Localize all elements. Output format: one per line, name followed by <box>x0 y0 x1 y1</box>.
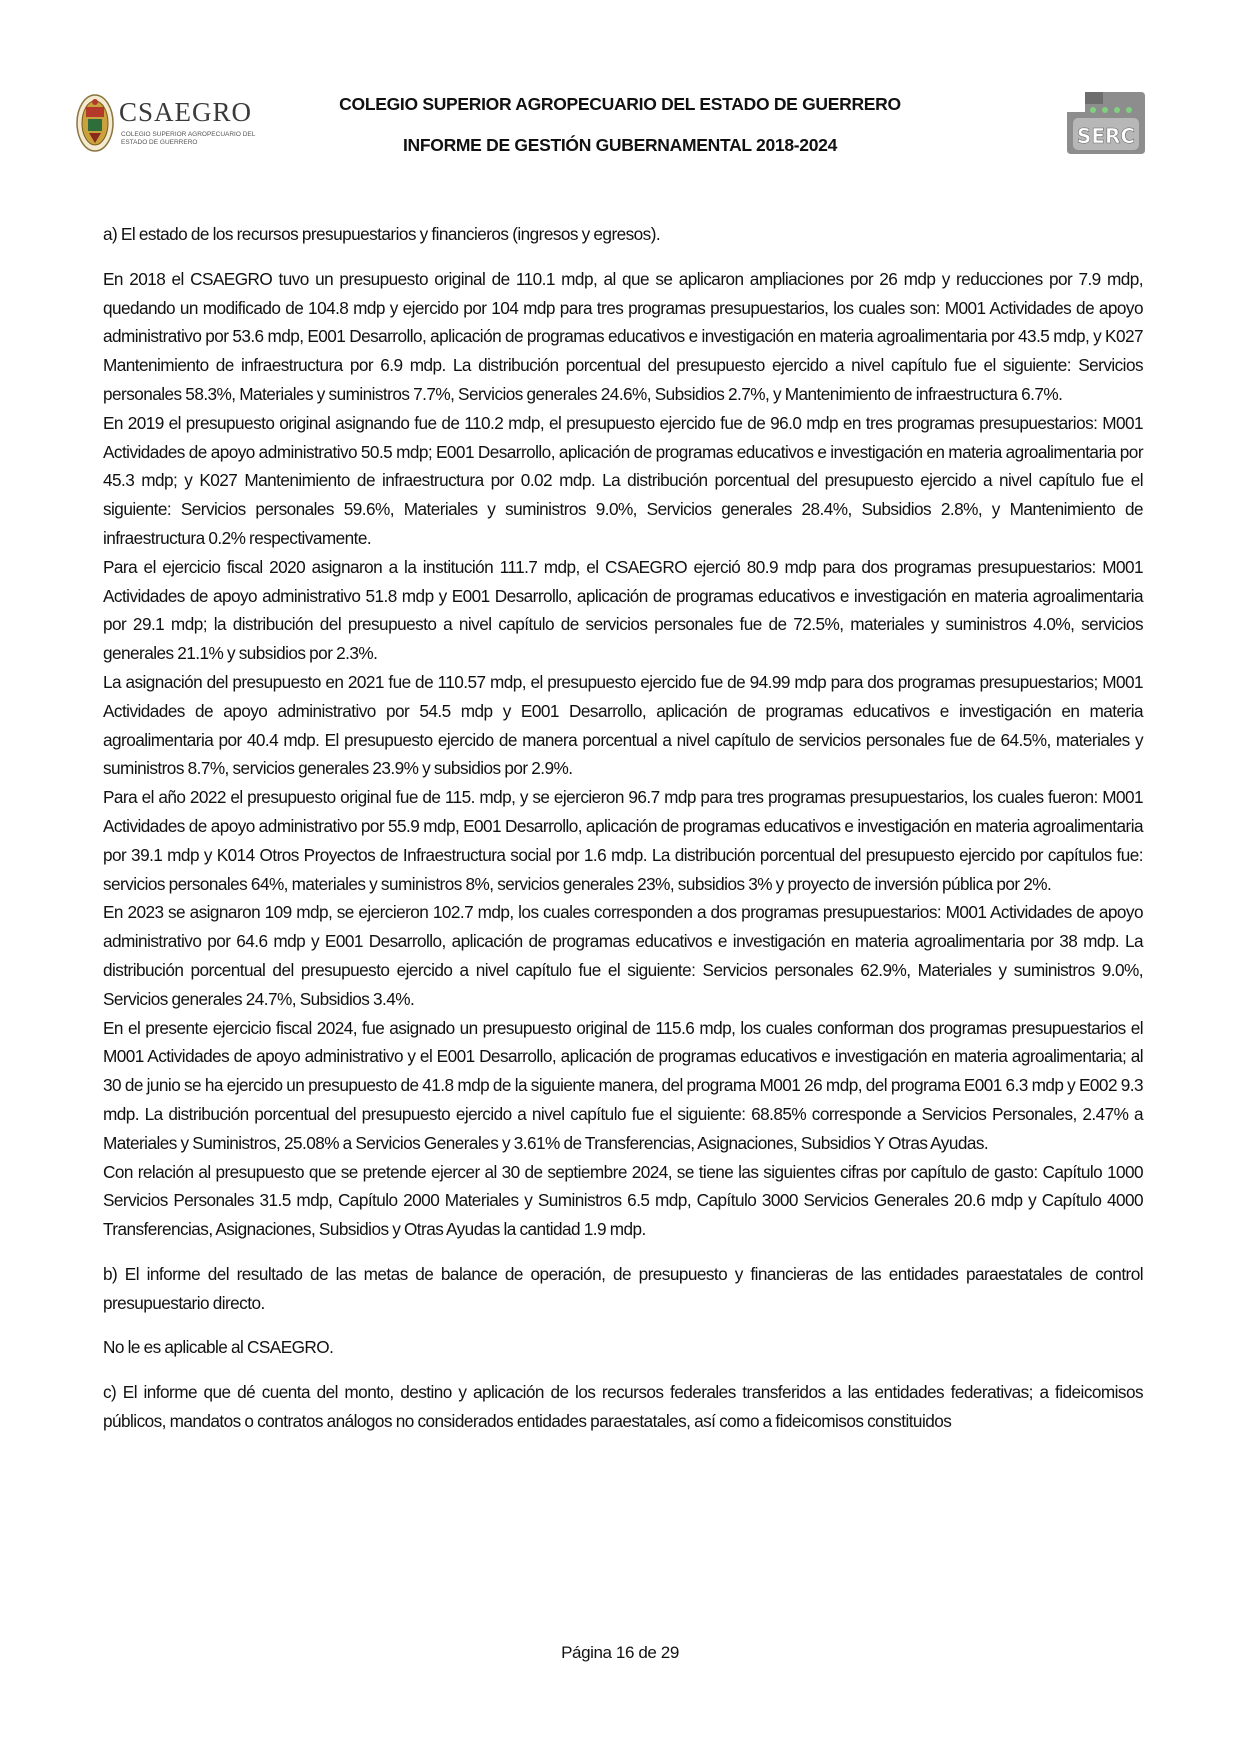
section-c-heading: c) El informe que dé cuenta del monto, destino y aplicación de los recursos federales transferidos a las entidades federativas; a fideicomisos públicos, mandatos o contratos análogos no considerados entidades paraestatales, así como a fideicomisos constituidos <box>103 1382 1143 1432</box>
serc-logo-icon <box>1063 88 1149 158</box>
section-b-heading: b) El informe del resultado de las metas de balance de operación, de presupuesto y financieras de las entidades paraestatales de control presupuestario directo. <box>103 1263 1143 1313</box>
page-number: Página 16 de 29 <box>561 1643 679 1662</box>
paragraph-2022: Para el año 2022 el presupuesto original fue de 115. mdp, y se ejercieron 96.7 mdp para tres programas presupuestarios, los cuales fueron: M001 Actividades de apoyo administrativo por 55.9 mdp, E001 Desarrollo, aplicación de programas educativos e investigación en materia agroalimentaria por 39.1 mdp y K014 Otros Proyectos de Infraestructura social por 1.6 mdp. La distribución porcentual del presupuesto ejercido por capítulos fue: servicios personales 64%, materiales y suministros 8%, servicios generales 23%, subsidios 3% y proyecto de inversión pública por 2%. <box>103 787 1143 894</box>
section-a-heading: a) El estado de los recursos presupuestarios y financieros (ingresos y egresos). <box>103 224 661 244</box>
paragraph-2023: En 2023 se asignaron 109 mdp, se ejercieron 102.7 mdp, los cuales corresponden a dos programas presupuestarios: M001 Actividades de apoyo administrativo por 64.6 mdp y E001 Desarrollo, aplicación de programas educativos e investigación en materia agroalimentaria por 38 mdp. La distribución porcentual del presupuesto ejercido a nivel capítulo fue el siguiente: Servicios personales 62.9%, Materiales y suministros 9.0%, Servicios generales 24.7%, Subsidios 3.4%. <box>103 902 1143 1009</box>
document-body <box>103 220 1143 1436</box>
paragraph-2019: En 2019 el presupuesto original asignando fue de 110.2 mdp, el presupuesto ejercido fue de 96.0 mdp en tres programas presupuestarios: M001 Actividades de apoyo administrativo 50.5 mdp; E001 Desarrollo, aplicación de programas educativos e investigación en materia agroalimentaria por 45.3 mdp; y K027 Mantenimiento de infraestructura por 0.02 mdp. La distribución porcentual del presupuesto ejercido a nivel capítulo fue el siguiente: Servicios personales 59.6%, Materiales y suministros 9.0%, Servicios generales 28.4%, Subsidios 2.8%, y Mantenimiento de infraestructura 0.2% respectivamente. <box>103 412 1143 548</box>
report-title: INFORME DE GESTIÓN GUBERNAMENTAL 2018-2024 <box>402 135 838 155</box>
crest-icon <box>75 93 115 153</box>
logo-wordmark: CSAEGRO <box>119 97 253 127</box>
paragraph-2021: La asignación del presupuesto en 2021 fue de 110.57 mdp, el presupuesto ejercido fue de 94.99 mdp para dos programas presupuestarios; M001 Actividades de apoyo administrativo por 54.5 mdp y E001 Desarrollo, aplicación de programas educativos e investigación en materia agroalimentaria por 40.4 mdp. El presupuesto ejercido de manera porcentual a nivel capítulo de servicios personales fue de 64.5%, materiales y suministros 8.7%, servicios generales 23.9% y subsidios por 2.9%. <box>103 671 1143 779</box>
section-b-text: No le es aplicable al CSAEGRO. <box>103 1337 334 1358</box>
serc-logo-text: SERC <box>1076 124 1136 148</box>
paragraph-projection-2024: Con relación al presupuesto que se pretende ejercer al 30 de septiembre 2024, se tiene las siguientes cifras por capítulo de gasto: Capítulo 1000 Servicios Personales 31.5 mdp, Capítulo 2000 Materiales y Suministros 6.5 mdp, Capítulo 3000 Servicios Generales 20.6 mdp y Capítulo 4000 Transferencias, Asignaciones, Subsidios y Otras Ayudas la cantidad 1.9 mdp. <box>103 1161 1143 1240</box>
logo-subtext: COLEGIO SUPERIOR AGROPECUARIO DEL ESTADO DE GUERRERO <box>121 131 256 146</box>
paragraph-2020: Para el ejercicio fiscal 2020 asignaron a la institución 111.7 mdp, el CSAEGRO ejerció 80.9 mdp para dos programas presupuestarios: M001 Actividades de apoyo administrativo 51.8 mdp y E001 Desarrollo, aplicación de programas educativos e investigación en materia agroalimentaria por 29.1 mdp; la distribución del presupuesto a nivel capítulo de servicios personales fue de 72.5%, materiales y suministros 4.0%, servicios generales 21.1% y subsidios por 2.3%. <box>103 556 1143 664</box>
institution-title: COLEGIO SUPERIOR AGROPECUARIO DEL ESTADO DE GUERRERO <box>339 94 901 114</box>
csaegro-logo <box>75 93 275 157</box>
paragraph-2018: En 2018 el CSAEGRO tuvo un presupuesto original de 110.1 mdp, al que se aplicaron ampliaciones por 26 mdp y reducciones por 7.9 mdp, quedando un modificado de 104.8 mdp y ejercido por 104 mdp para tres programas presupuestarios, los cuales son: M001 Actividades de apoyo administrativo por 53.6 mdp, E001 Desarrollo, aplicación de programas educativos e investigación en materia agroalimentaria por 43.5 mdp, y K027 Mantenimiento de infraestructura por 6.9 mdp. La distribución porcentual del presupuesto ejercido a nivel capítulo fue el siguiente: Servicios personales 58.3%, Materiales y suministros 7.7%, Servicios generales 24.6%, Subsidios 2.7%, y Mantenimiento de infraestructura 6.7%. <box>103 268 1143 404</box>
page-header <box>0 0 1240 180</box>
paragraph-2024: En el presente ejercicio fiscal 2024, fue asignado un presupuesto original de 115.6 mdp, los cuales conforman dos programas presupuestarios el M001 Actividades de apoyo administrativo y el E001 Desarrollo, aplicación de programas educativos e investigación en materia agroalimentaria; al 30 de junio se ha ejercido un presupuesto de 41.8 mdp de la siguiente manera, del programa M001 26 mdp, del programa E001 6.3 mdp y E002 9.3 mdp. La distribución porcentual del presupuesto ejercido a nivel capítulo fue el siguiente: 68.85% corresponde a Servicios Personales, 2.47% a Materiales y Suministros, 25.08% a Servicios Generales y 3.61% de Transferencias, Asignaciones, Subsidios Y Otras Ayudas. <box>103 1017 1143 1153</box>
